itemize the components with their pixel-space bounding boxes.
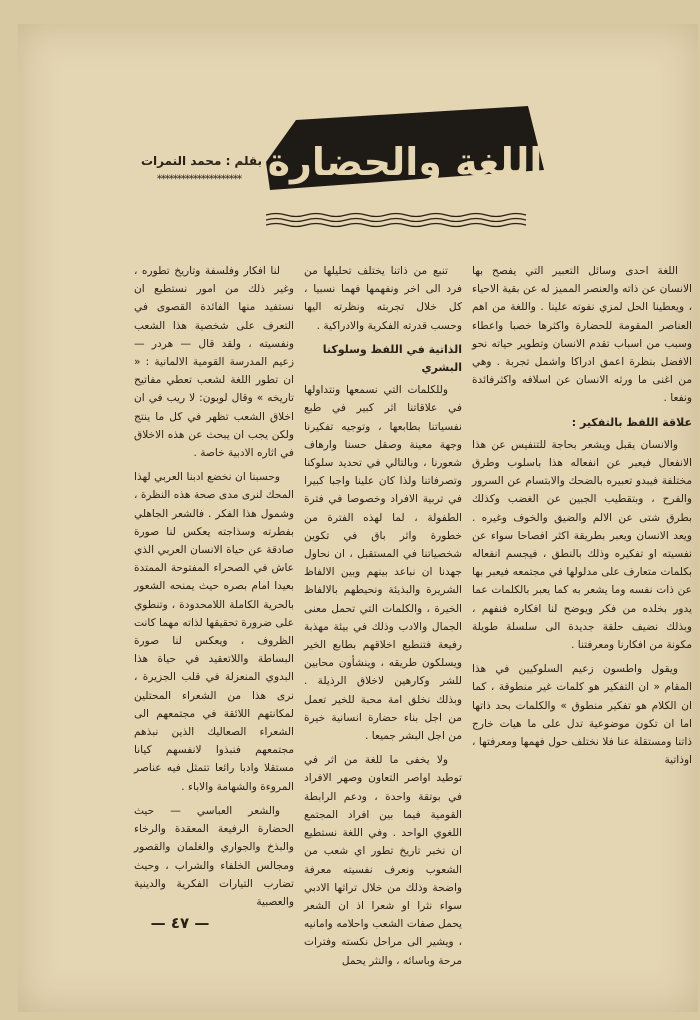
- paragraph: لنا افكار وفلسفة وتاريخ تطوره ، وغير ذلك من امور نستطيع ان نستفيد منها الفائدة القصوى في التعرف على شخصية هذا الشعب ونفسيته ، ولقد قال — هردر — زعيم المدرسة القومية الالمانية : « ان تطور اللغة لشعب تعطي مفاتيح تاريخه » وقال لوبون: لا ريب في ان اخلاق الشعب تظهر في كل ما ينتج ولكن يجب ان يبحث عن هذه الاخلاق في اثاره الادبية خاصة .: [134, 265, 294, 460]
- paragraph: وللكلمات التي نسمعها ونتداولها في علاقاتنا اثر كبير في طبع نفسياتنا بطابعها ، وتوجيه تفكيرنا وجهة معينة وصقل حسنا وارهاف شعورنا ، وبالتالي في تحديد سلوكنا وتصرفاتنا ولذا كان علينا واجبا كبيرا في تربية الافراد وخصوصا في فترة الطفولة ، لما لهذه الفترة من خطورة واثر باق في تكوين شخصياتنا في المستقبل ، ان نحاول جهدنا ان نباعد بينهم وبين الالفاظ الشريرة والبذيئة ونحيطهم بالالفاظ الخيرة ، والكلمات التي تحمل معنى الجمال والادب وذلك في بيئة مهذبة رفيعة فتنطبع اخلاقهم بطابع الخير ويسلكون طريقه ، وينشأون محابين للشر وكارهين لاخلاق الرذيلة . وبذلك نخلق امة محبة للخير تعمل من اجل بناء حضارة انسانية خيرة من اجل البشر جميعا .: [304, 384, 462, 743]
- paragraph: ولا يخفى ما للغة من اثر في توطيد اواصر التعاون وصهر الافراد في بوتقة واحدة ، ودعم الرابطة القومية فيما بين افراد المجتمع اللغوي الواحد . وفي اللغة نستطيع ان نخبر تاريخ تطور اي شعب من الشعوب ونعرف نفسيته معرفة واضحة وذلك من خلال تراثها الادبي سواء نثرا او شعرا اذ ان الشعر يحمل صفات الشعب واحلامه وامانيه ، ويشير الى مراحل نكسته وفترات مرحة وباسائه ، والنثر يحمل: [304, 754, 462, 967]
- magazine-page: [18, 24, 698, 1012]
- paragraph: وحسبنا ان نخضع ادبنا العربي لهذا المحك لنرى مدى صحة هذه النظرة ، وشمول هذا الفكر . فالشعر الجاهلي بفطرته وسذاجته يعكس لنا صورة صادقة عن حياة الانسان العربي الذي عاش في الصحراء المفتوحة الممتدة بعيدا امام بصره حيث يمنحه الشعور بالحرية الكاملة اللامحدودة ، وتنطوي على ضرورة تحقيقها لذاته مهما كانت الظروف ، ويعكس لنا صورة البساطة واللاتعقيد في حياة هذا البدوي المنعزلة في قلب الجزيرة ، نرى هذا من الشعراء المحتلين لمكانتهم اللائقة في مجتمعهم الى الشعراء الصعاليك الذين نبذهم مجتمعهم فنبذوا لانفسهم كيانا مستقلا وادبا رائعا تتمثل فيه عناصر المروءة والشهامة والاباء .: [134, 471, 294, 793]
- byline-stars-decoration: *********************: [157, 174, 241, 185]
- title-underline-decoration: [266, 212, 536, 230]
- article-title: اللغة والحضارة: [267, 140, 543, 184]
- paragraph: اللغة احدى وسائل التعبير التي يفصح بها الانسان عن ذاته والعنصر المميز له عن بقية الاحياء ، ويعطينا الحل لمزي نفوته علينا . واللغة من اهم العناصر المقومة للحضارة واكثرها خصبا واعطاء وسبب من اسباب تقدم الانسان وتطوير حياته نحو الافضل بنظرة اعمق ادراكا واشمل تجربة . وهي من اغنى ما ورثه الانسان عن اسلافه واكثرفائدة ونفعا .: [472, 265, 692, 405]
- title-banner: [266, 106, 544, 202]
- paragraph: والانسان يقبل ويشعر بحاجة للتنفيس عن هذا الانفعال فيعبر عن انفعاله هذا باسلوب وطرق مختلفة فيبدو تعبيره بالضحك والابتسام عن السرور والفرح ، وبتقطيب الجبين عن الغضب وكذلك بطرق شتى عن الالم والضيق والخوف وغيره . ويعد الانسان ويعبر بطريقة اكثر افصاحا سواء عن نفسيته او تفكيره وذلك بالنطق ، فيجسم انفعاله بكلمات متعارف على مدلولها في مجتمعه فيعبر بها عن ذات نفسه وما يشعر به كما يعبر بالكلمات عما يدور بخلده من فكر ويوضح لنا افكاره فنفهم ، وبذلك نضيف حلقة جديدة الى سلسلة طويلة مكونة من افكارنا ومعرفتنا .: [472, 438, 692, 652]
- article-column-middle: [304, 262, 462, 976]
- paragraph: ويقول واطسون زعيم السلوكيين في هذا المقام « ان التفكير هو كلمات غير منطوقة ، كما ان الكلام هو تفكير منطوق » والكلمات بحد ذاتها اما ان تكون موضوعية تدل على ما هيات خارج ذاتنا ومستقلة عنا فلا نختلف حول فهمها ومعرفتها ، اوذاتية: [472, 663, 692, 767]
- paragraph: والشعر العباسي — حيث الحضارة الرفيعة المعقدة والرخاء والبذخ والجواري والغلمان والقصور ومجالس الخلفاء والشراب ، وحيث تضارب التيارات الفكرية والدينية والعصبية: [134, 804, 294, 908]
- section-heading: علاقة اللفظ بالتفكير :: [571, 415, 692, 429]
- author-byline: بقلم : محمد النمرات: [140, 154, 262, 168]
- section-heading: الذاتية في اللفظ وسلوكنا البشري: [322, 342, 462, 375]
- page-number: — ٤٧ —: [150, 914, 210, 932]
- paragraph: تنبع من ذاتنا يختلف تحليلها من فرد الى اخر ونفهمها فهما نسبيا ، كل خلال تجربته ونظرته اليها وحسب قدرته الفكرية والادراكية .: [304, 265, 462, 332]
- article-column-left: [134, 262, 294, 917]
- article-column-right: [472, 262, 692, 775]
